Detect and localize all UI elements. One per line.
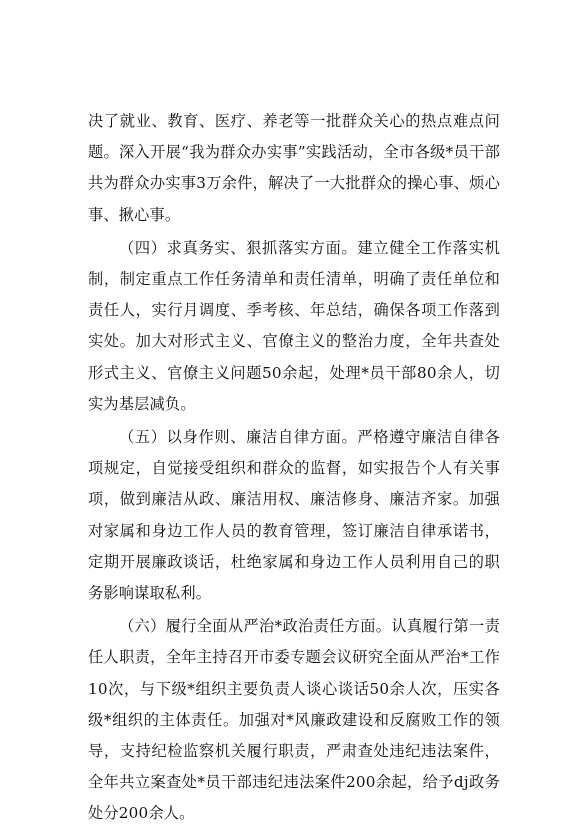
paragraph-section-four: （四）求真务实、狠抓落实方面。建立健全工作落实机制，制定重点工作任务清单和责任清单，明确了责任单位和责任人，实行月调度、季考核、年总结，确保各项工作落到实处。加大对形式主义、官僚主义的整治力度，全年共查处形式主义、官僚主义问题50余起，处理*员干部80余人，切实为基层减负。	[88, 238, 500, 413]
document-page	[88, 106, 500, 830]
paragraph-continuation: 决了就业、教育、医疗、养老等一批群众关心的热点难点问题。深入开展“我为群众办实事”实践活动，全市各级*员干部共为群众办实事3万余件，解决了一大批群众的操心事、烦心事、揪心事。	[88, 112, 500, 224]
paragraph-section-five: （五）以身作则、廉洁自律方面。严格遵守廉洁自律各项规定，自觉接受组织和群众的监督，如实报告个人有关事项，做到廉洁从政、廉洁用权、廉洁修身、廉洁齐家。加强对家属和身边工作人员的教育管理，签订廉洁自律承诺书，定期开展廉政谈话，杜绝家属和身边工作人员利用自己的职务影响谋取私利。	[88, 428, 500, 603]
paragraph-section-six: （六）履行全面从严治*政治责任方面。认真履行第一责任人职责，全年主持召开市委专题会议研究全面从严治*工作10次，与下级*组织主要负责人谈心谈话50余人次，压实各级*组织的主体责任。加强对*风廉政建设和反腐败工作的领导，支持纪检监察机关履行职责，严肃查处违纪违法案件，全年共立案查处*员干部违纪违法案件200余起，给予dj政务处分200余人。	[88, 617, 500, 823]
